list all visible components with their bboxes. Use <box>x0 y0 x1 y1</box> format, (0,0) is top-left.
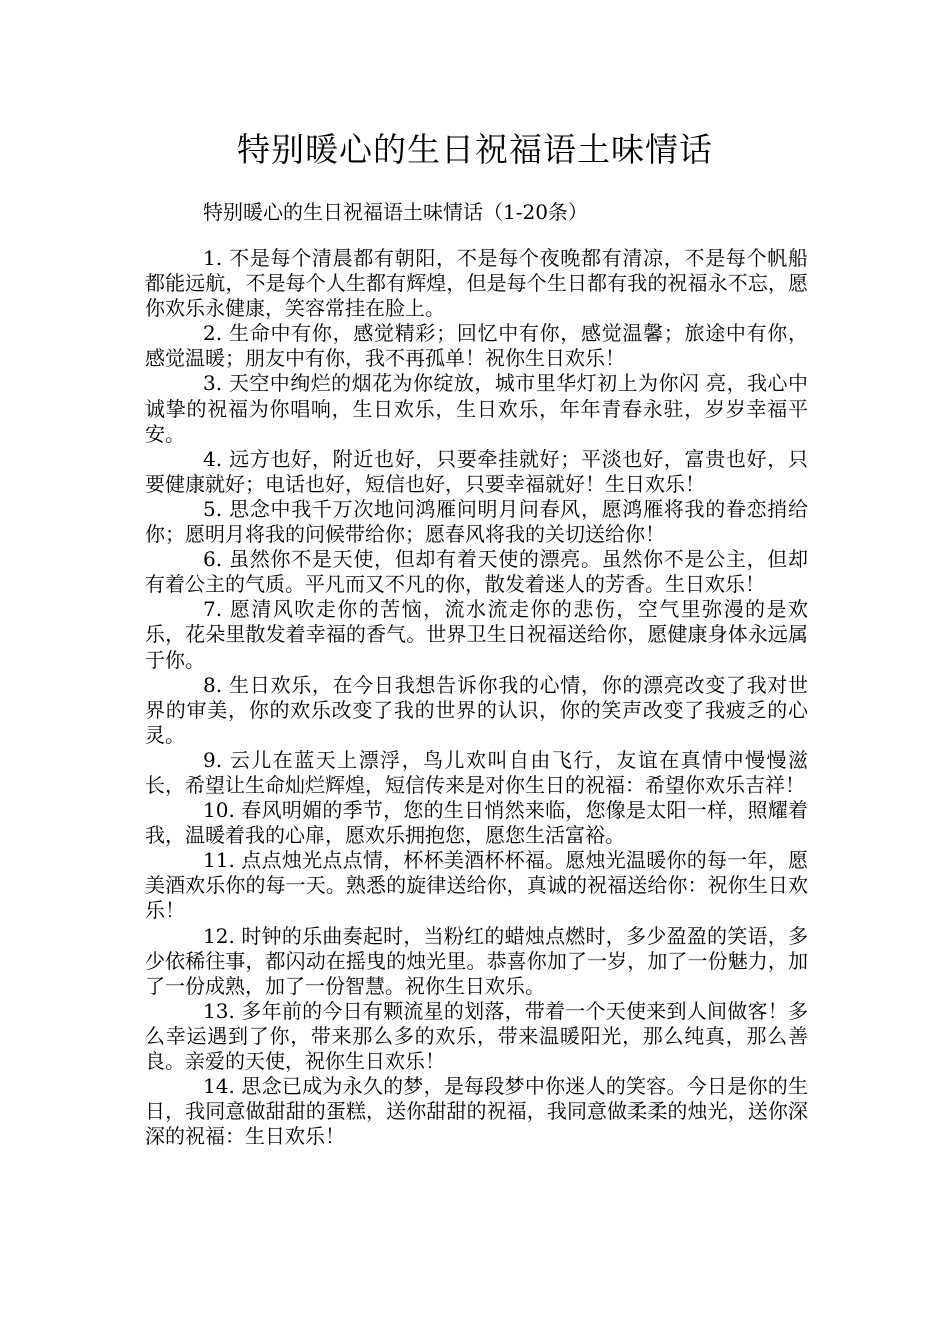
wish-item-13: 13. 多年前的今日有颗流星的划落，带着一个天使来到人间做客！多么幸运遇到了你，带来那么多的欢乐，带来温暖阳光，那么纯真，那么善良。亲爱的天使，祝你生日欢乐！ <box>145 998 808 1073</box>
wish-item-11: 11. 点点烛光点点情，杯杯美酒杯杯福。愿烛光温暖你的每一年，愿美酒欢乐你的每一天。熟悉的旋律送给你，真诚的祝福送给你：祝你生日欢乐！ <box>145 848 808 923</box>
wish-item-5: 5. 思念中我千万次地问鸿雁问明月问春风，愿鸿雁将我的眷恋捎给你；愿明月将我的问候带给你；愿春风将我的关切送给你！ <box>145 496 808 547</box>
wish-list <box>145 246 808 1149</box>
wish-item-7: 7. 愿清风吹走你的苦恼，流水流走你的悲伤，空气里弥漫的是欢乐，花朵里散发着幸福的香气。世界卫生日祝福送给你，愿健康身体永远属于你。 <box>145 597 808 672</box>
document-title: 特别暖心的生日祝福语土味情话 <box>237 130 713 169</box>
wish-item-6: 6. 虽然你不是天使，但却有着天使的漂亮。虽然你不是公主，但却有着公主的气质。平凡而又不凡的你，散发着迷人的芳香。生日欢乐！ <box>145 547 808 597</box>
wish-item-8: 8. 生日欢乐，在今日我想告诉你我的心情，你的漂亮改变了我对世界的审美，你的欢乐改变了我的世界的认识，你的笑声改变了我疲乏的心灵。 <box>145 672 808 747</box>
wish-item-10: 10. 春风明媚的季节，您的生日悄然来临，您像是太阳一样，照耀着我，温暖着我的心扉，愿欢乐拥抱您，愿您生活富裕。 <box>145 798 808 848</box>
wish-item-1: 1. 不是每个清晨都有朝阳，不是每个夜晚都有清凉，不是每个帆船都能远航，不是每个人生都有辉煌，但是每个生日都有我的祝福永不忘，愿你欢乐永健康，笑容常挂在脸上。 <box>145 246 808 321</box>
wish-item-14: 14. 思念已成为永久的梦，是每段梦中你迷人的笑容。今日是你的生日，我同意做甜甜的蛋糕，送你甜甜的祝福，我同意做柔柔的烛光，送你深深的祝福：生日欢乐！ <box>145 1074 808 1149</box>
wish-item-3: 3. 天空中绚烂的烟花为你绽放，城市里华灯初上为你闪 亮，我心中诚挚的祝福为你唱响，生日欢乐，生日欢乐，年年青春永驻，岁岁幸福平安。 <box>145 371 808 446</box>
document-subtitle: 特别暖心的生日祝福语土味情话（1-20条） <box>203 200 588 224</box>
wish-item-4: 4. 远方也好，附近也好，只要牵挂就好；平淡也好，富贵也好，只要健康就好；电话也好，短信也好，只要幸福就好！生日欢乐！ <box>145 446 808 496</box>
wish-item-12: 12. 时钟的乐曲奏起时，当粉红的蜡烛点燃时，多少盈盈的笑语，多少依稀往事，都闪动在摇曳的烛光里。恭喜你加了一岁，加了一份魅力，加了一份成熟，加了一份智慧。祝你生日欢乐。 <box>145 923 808 998</box>
wish-item-9: 9. 云儿在蓝天上漂浮，鸟儿欢叫自由飞行，友谊在真情中慢慢滋长，希望让生命灿烂辉煌，短信传来是对你生日的祝福：希望你欢乐吉祥！ <box>145 747 808 797</box>
wish-item-2: 2. 生命中有你，感觉精彩；回忆中有你，感觉温馨；旅途中有你，感觉温暖；朋友中有你，我不再孤单！祝你生日欢乐！ <box>145 321 808 371</box>
